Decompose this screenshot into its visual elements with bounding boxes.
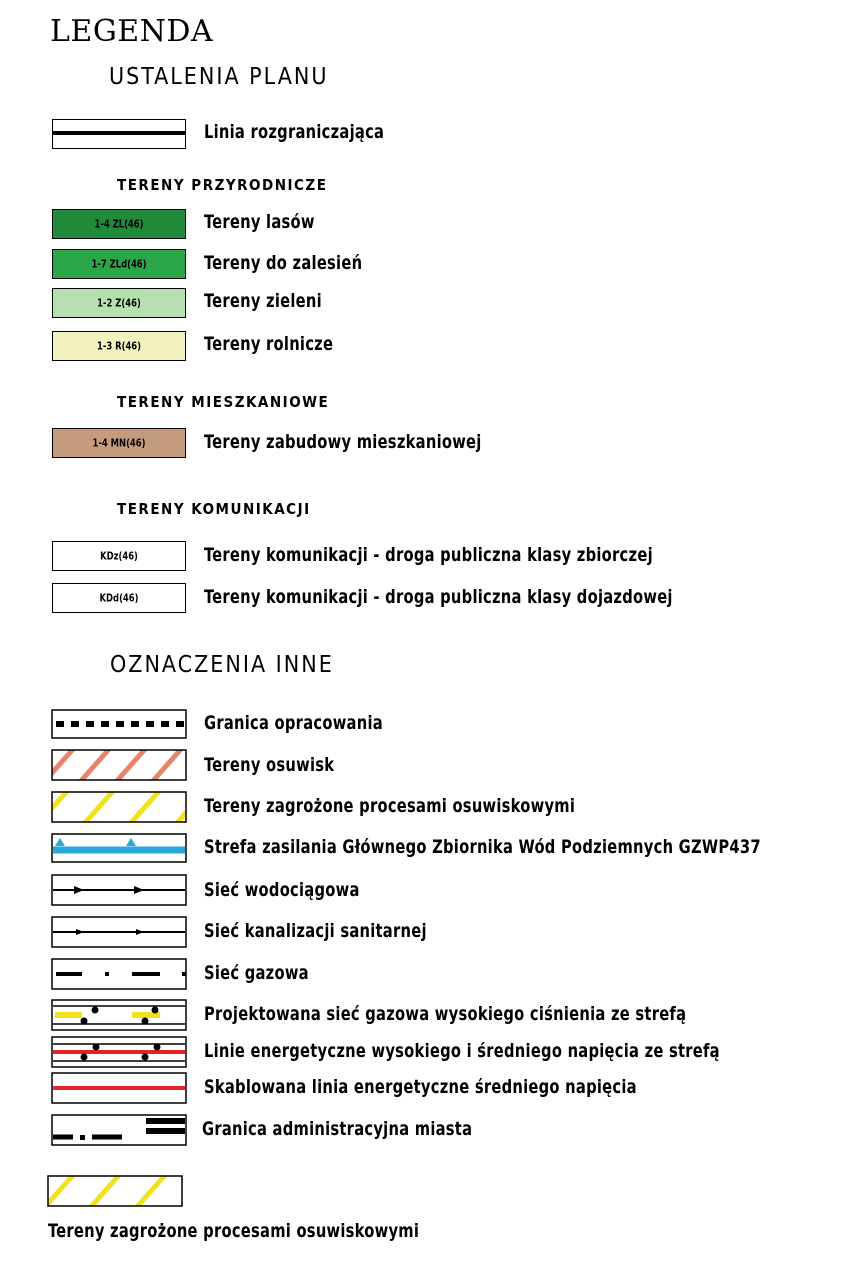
heading-tereny-mieszkaniowe: TERENY MIESZKANIOWE bbox=[117, 393, 330, 411]
label-siec-kanalizacji: Sieć kanalizacji sanitarnej bbox=[204, 920, 427, 942]
legend-title: LEGENDA bbox=[50, 14, 214, 49]
skablowana-linia-symbol bbox=[52, 1073, 186, 1103]
code-kdd: KDd(46) bbox=[99, 591, 139, 605]
footer-label: Tereny zagrożone procesami osuwiskowymi bbox=[48, 1220, 420, 1242]
label-strefa-gzwp: Strefa zasilania Głównego Zbiornika Wód Podziemnych GZWP437 bbox=[204, 836, 761, 858]
label-siec-gazowa: Sieć gazowa bbox=[204, 962, 309, 984]
heading-ustalenia-planu: USTALENIA PLANU bbox=[109, 64, 329, 90]
label-skablowana-linia: Skablowana linia energetyczne średniego napięcia bbox=[204, 1076, 637, 1098]
tereny-osuwisk-symbol bbox=[44, 748, 218, 782]
label-tereny-zieleni: Tereny zieleni bbox=[204, 290, 322, 312]
siec-wodociagowa-symbol bbox=[52, 875, 186, 905]
footer-zagrozone-symbol bbox=[44, 1174, 212, 1208]
label-tereny-lasow: Tereny lasów bbox=[204, 211, 315, 233]
code-tereny-zieleni: 1-2 Z(46) bbox=[97, 296, 141, 310]
label-tereny-zagrozone: Tereny zagrożone procesami osuwiskowymi bbox=[204, 795, 576, 817]
code-kdz: KDz(46) bbox=[100, 549, 138, 563]
code-tereny-mieszkaniowe: 1-4 MN(46) bbox=[92, 436, 146, 450]
label-tereny-rolnicze: Tereny rolnicze bbox=[204, 333, 334, 355]
label-kdz: Tereny komunikacji - droga publiczna klasy zbiorczej bbox=[204, 544, 653, 566]
code-tereny-lasow: 1-4 ZL(46) bbox=[94, 217, 144, 231]
tereny-zagrozone-symbol bbox=[38, 790, 206, 824]
label-kdd: Tereny komunikacji - droga publiczna klasy dojazdowej bbox=[204, 586, 673, 608]
code-tereny-rolnicze: 1-3 R(46) bbox=[96, 339, 142, 353]
projektowana-siec-gazowa-symbol bbox=[52, 1000, 186, 1030]
heading-oznaczenia-inne: OZNACZENIA INNE bbox=[110, 652, 334, 678]
label-siec-wodociagowa: Sieć wodociągowa bbox=[204, 879, 360, 901]
label-tereny-do-zalesien: Tereny do zalesień bbox=[204, 252, 363, 274]
linia-rozgraniczajaca-label: Linia rozgraniczająca bbox=[204, 121, 385, 143]
label-tereny-osuwisk: Tereny osuwisk bbox=[204, 754, 335, 776]
granica-opracowania-symbol bbox=[52, 710, 186, 738]
label-tereny-mieszkaniowe: Tereny zabudowy mieszkaniowej bbox=[204, 431, 482, 453]
siec-gazowa-symbol bbox=[52, 959, 186, 989]
granica-administracyjna-symbol bbox=[52, 1115, 186, 1145]
heading-tereny-przyrodnicze: TERENY PRZYRODNICZE bbox=[117, 176, 328, 194]
siec-kanalizacji-symbol bbox=[52, 917, 186, 947]
label-granica-administracyjna: Granica administracyjna miasta bbox=[202, 1118, 473, 1140]
heading-tereny-komunikacji: TERENY KOMUNIKACJI bbox=[117, 500, 311, 518]
linie-energetyczne-symbol bbox=[52, 1037, 186, 1067]
code-tereny-do-zalesien: 1-7 ZLd(46) bbox=[91, 257, 147, 271]
label-linie-energetyczne: Linie energetyczne wysokiego i średniego napięcia ze strefą bbox=[204, 1040, 720, 1062]
label-projektowana-siec-gazowa: Projektowana sieć gazowa wysokiego ciśnienia ze strefą bbox=[204, 1003, 687, 1025]
label-granica-opracowania: Granica opracowania bbox=[204, 712, 383, 734]
gzwp-symbol bbox=[52, 834, 186, 862]
